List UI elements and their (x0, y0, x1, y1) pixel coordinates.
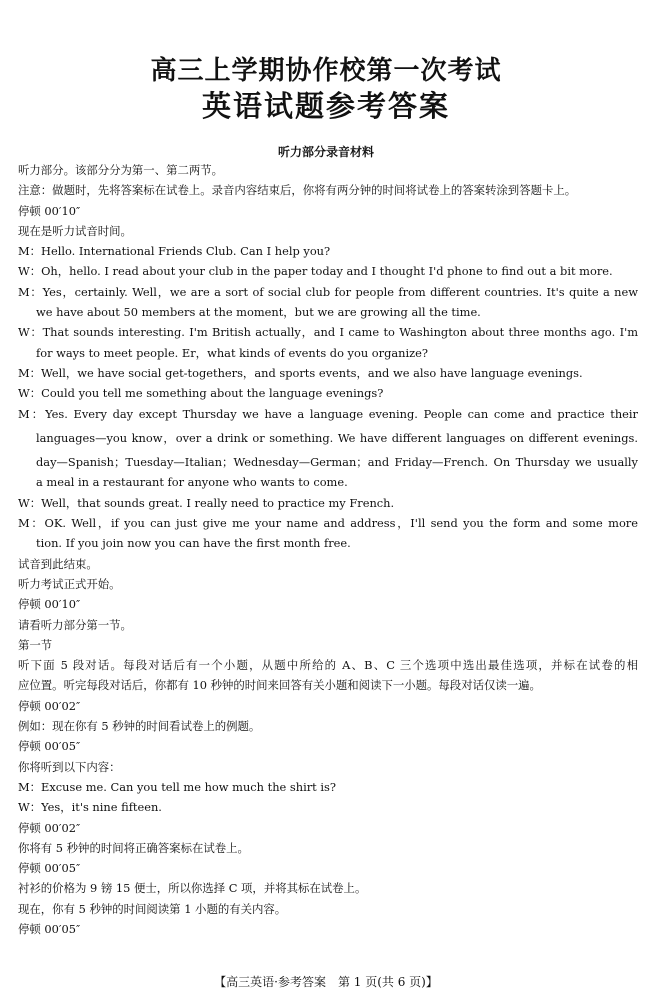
transcript-line: 听力部分。该部分分为第一、第二两节。 (18, 163, 224, 177)
transcript-line: W：Oh，hello. I read about your club in the paper today and I thought I'd phone to find out a bit more. (18, 264, 613, 279)
transcript-line: 停顿 00′05″ (18, 739, 81, 754)
transcript-line: 例如：现在你有 5 秒钟的时间看试卷上的例题。 (18, 719, 261, 734)
transcript-line: 停顿 00′02″ (18, 820, 81, 835)
transcript-line: 听下面 5 段对话。每段对话后有一个小题，从题中所给的 A、B、C 三个选项中选出最佳选项，并标在试卷的相 (18, 658, 638, 673)
transcript-line: M：OK. Well，if you can just give me your name and address，I'll send you the form and some more (18, 516, 638, 531)
transcript-line: tion. If you join now you can have the first month free. (36, 536, 351, 551)
listening-transcript (18, 160, 638, 939)
transcript-line: M：Yes. Every day except Thursday we have a language evening. People can come and practice their (18, 406, 638, 421)
transcript-line: W：Well，that sounds great. I really need to practice my French. (18, 495, 395, 510)
transcript-line: 停顿 00′02″ (18, 698, 81, 713)
transcript-line: 听力考试正式开始。 (18, 576, 121, 591)
transcript-line: W：Yes，it's nine fifteen. (18, 800, 162, 815)
transcript-line: day—Spanish；Tuesday—Italian；Wednesday—German；and Friday—French. On Thursday we usually (36, 455, 638, 470)
transcript-line: 停顿 00′05″ (18, 861, 81, 876)
transcript-line: 衬衫的价格为 9 镑 15 便士，所以你选择 C 项，并将其标在试卷上。 (18, 881, 367, 896)
transcript-line: M：Well，we have social get-togethers，and sports events，and we also have language evenings. (18, 365, 583, 380)
transcript-line: languages—you know，over a drink or something. We have different languages on different evenings. (36, 430, 638, 445)
transcript-line: 请看听力部分第一节。 (18, 617, 132, 632)
transcript-line: for ways to meet people. Er，what kinds of events do you organize? (36, 345, 429, 360)
transcript-line: 应位置。听完每段对话后，你都有 10 秒钟的时间来回答有关小题和阅读下一小题。每段对话仅读一遍。 (18, 678, 541, 693)
transcript-line: 停顿 00′10″ (18, 203, 81, 218)
transcript-line: 试音到此结束。 (18, 556, 98, 571)
transcript-line: 注意：做题时，先将答案标在试卷上。录音内容结束后，你将有两分钟的时间将试卷上的答案转涂到答题卡上。 (18, 183, 577, 198)
transcript-line: 第一节 (18, 637, 53, 652)
answer-key-title: 英语试题参考答案 (201, 89, 450, 123)
transcript-line: M：Excuse me. Can you tell me how much the shirt is? (18, 779, 336, 794)
exam-title: 高三上学期协作校第一次考试 (150, 56, 502, 86)
transcript-line: 现在，你有 5 秒钟的时间阅读第 1 小题的有关内容。 (18, 901, 287, 916)
section-title: 听力部分录音材料 (277, 145, 374, 159)
transcript-line: M：Hello. International Friends Club. Can I help you? (18, 244, 331, 259)
transcript-line: W：Could you tell me something about the language evenings? (18, 386, 384, 401)
transcript-line: a meal in a restaurant for anyone who wants to come. (36, 475, 348, 490)
transcript-line: M：Yes，certainly. Well，we are a sort of social club for people from different countries. It's quite a new (18, 284, 638, 299)
page-footer: 【高三英语·参考答案 第 1 页(共 6 页)】 (214, 975, 438, 989)
transcript-line: 停顿 00′05″ (18, 921, 81, 936)
transcript-line: 停顿 00′10″ (18, 597, 81, 612)
transcript-line: we have about 50 members at the moment，but we are growing all the time. (36, 305, 481, 320)
transcript-line: 你将有 5 秒钟的时间将正确答案标在试卷上。 (18, 840, 249, 855)
transcript-line: 现在是听力试音时间。 (18, 223, 132, 238)
transcript-line: W：That sounds interesting. I'm British actually，and I came to Washington about three months ago. I'm (18, 325, 638, 340)
transcript-line: 你将听到以下内容： (18, 759, 121, 774)
